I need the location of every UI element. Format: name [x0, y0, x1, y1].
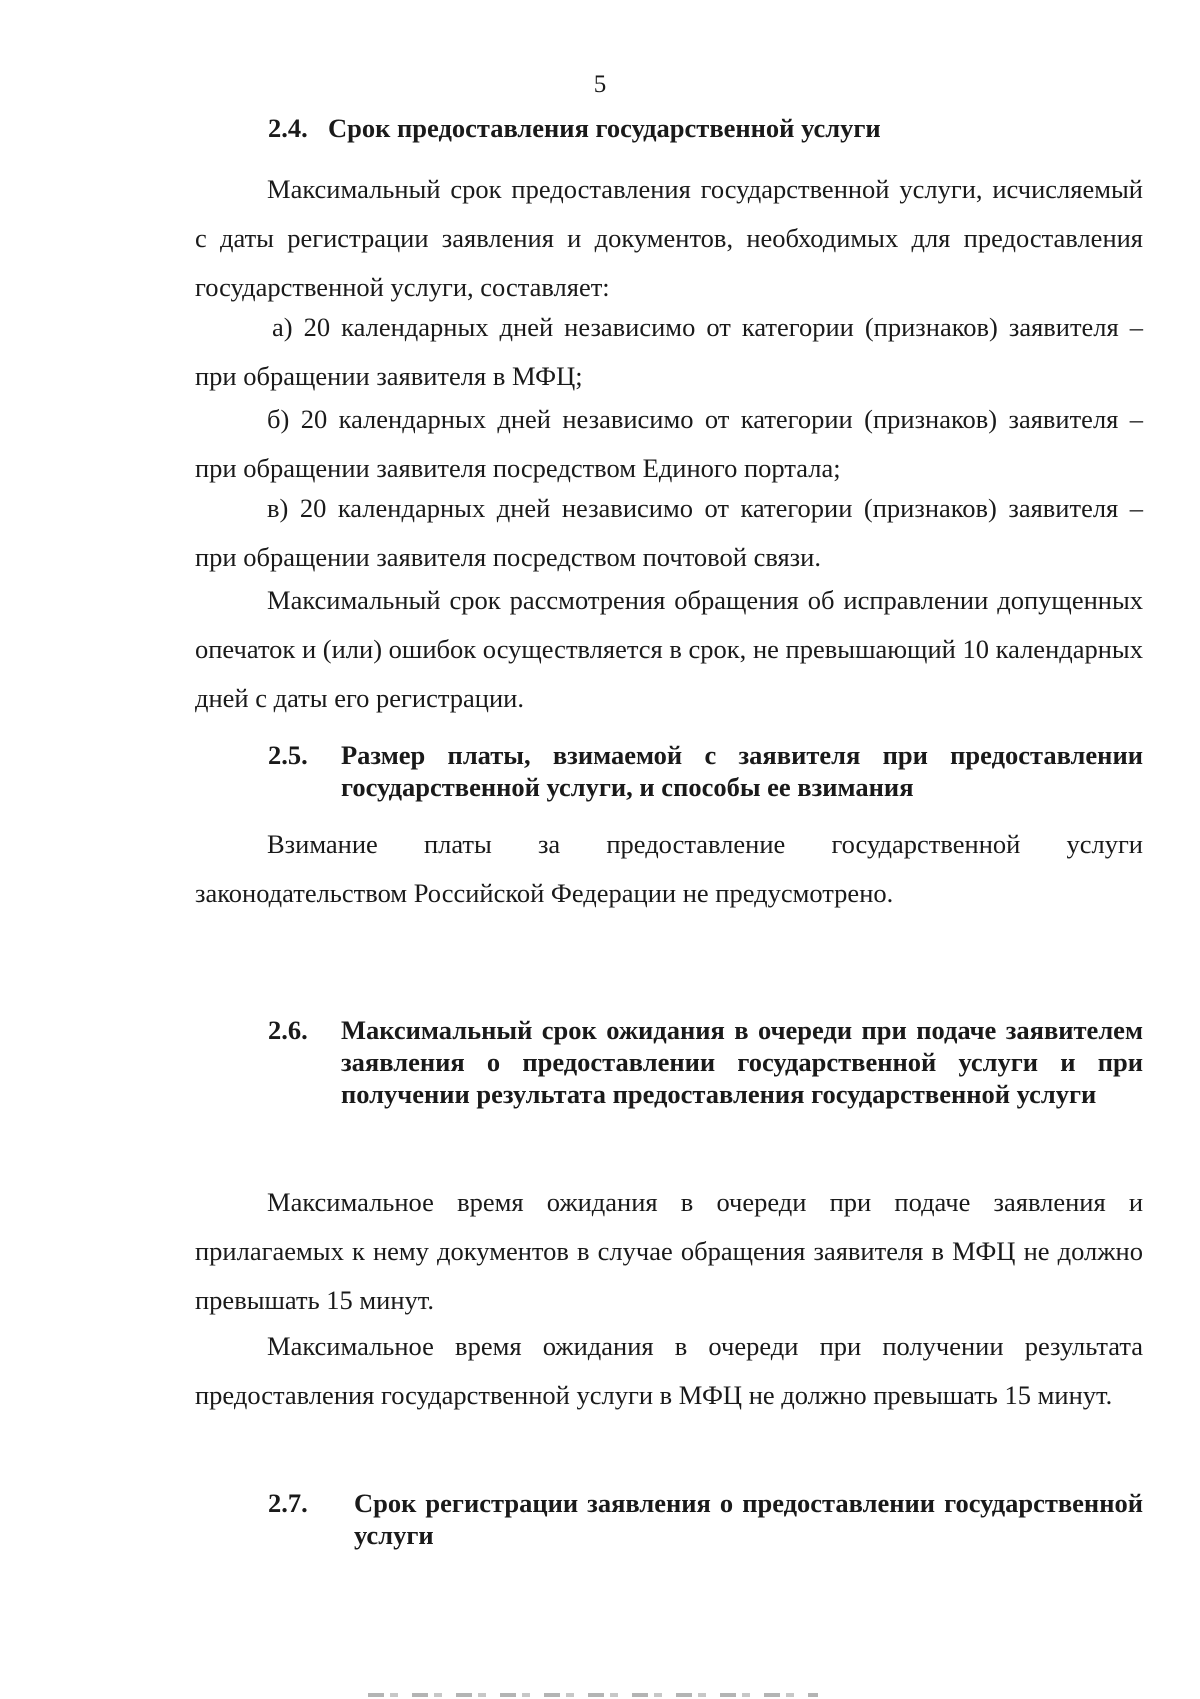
section-number: 2.4.: [268, 113, 308, 143]
section-title: Размер платы, взимаемой с заявителя при предоставлении государственной услуги, и способы ее взимания: [341, 740, 1143, 802]
section-number: 2.5.: [268, 740, 308, 770]
section-heading-2-4: [268, 112, 1143, 144]
list-item: а) 20 календарных дней независимо от категории (признаков) заявителя – при обращении заявителя в МФЦ;: [195, 312, 1143, 391]
paragraph: Максимальный срок предоставления государственной услуги, исчисляемый с даты регистрации заявления и документов, необходимых для предоставления государственной услуги, составляет:: [195, 174, 1143, 302]
section-title: Срок регистрации заявления о предоставлении государственной услуги: [354, 1488, 1143, 1550]
list-item: в) 20 календарных дней независимо от категории (признаков) заявителя – при обращении заявителя посредством почтовой связи.: [195, 493, 1143, 572]
footer-scan-artifact: [368, 1693, 818, 1697]
section-title: Максимальный срок ожидания в очереди при подаче заявителем заявления о предоставлении государственной услуги и при получении результата предоставления государственной услуги: [341, 1015, 1143, 1109]
paragraph: Максимальное время ожидания в очереди при подаче заявления и прилагаемых к нему документов в случае обращения заявителя в МФЦ не должно превышать 15 минут.: [195, 1187, 1143, 1315]
section-heading-2-7: [268, 1487, 1143, 1551]
page-number: 5: [593, 71, 607, 98]
paragraph: Максимальное время ожидания в очереди при получении результата предоставления государственной услуги в МФЦ не должно превышать 15 минут.: [195, 1331, 1143, 1410]
list-item: б) 20 календарных дней независимо от категории (признаков) заявителя – при обращении заявителя посредством Единого портала;: [195, 404, 1143, 483]
section-number: 2.7.: [268, 1488, 308, 1518]
section-heading-2-6: [268, 1014, 1143, 1110]
section-number: 2.6.: [268, 1015, 308, 1045]
paragraph: Максимальный срок рассмотрения обращения об исправлении допущенных опечаток и (или) ошибок осуществляется в срок, не превышающий 10 календарных дней с даты его регистрации.: [195, 585, 1143, 713]
paragraph: Взимание платы за предоставление государственной услуги законодательством Российской Федерации не предусмотрено.: [195, 829, 1143, 908]
section-title: Срок предоставления государственной услуги: [328, 113, 881, 143]
section-heading-2-5: [268, 739, 1143, 803]
